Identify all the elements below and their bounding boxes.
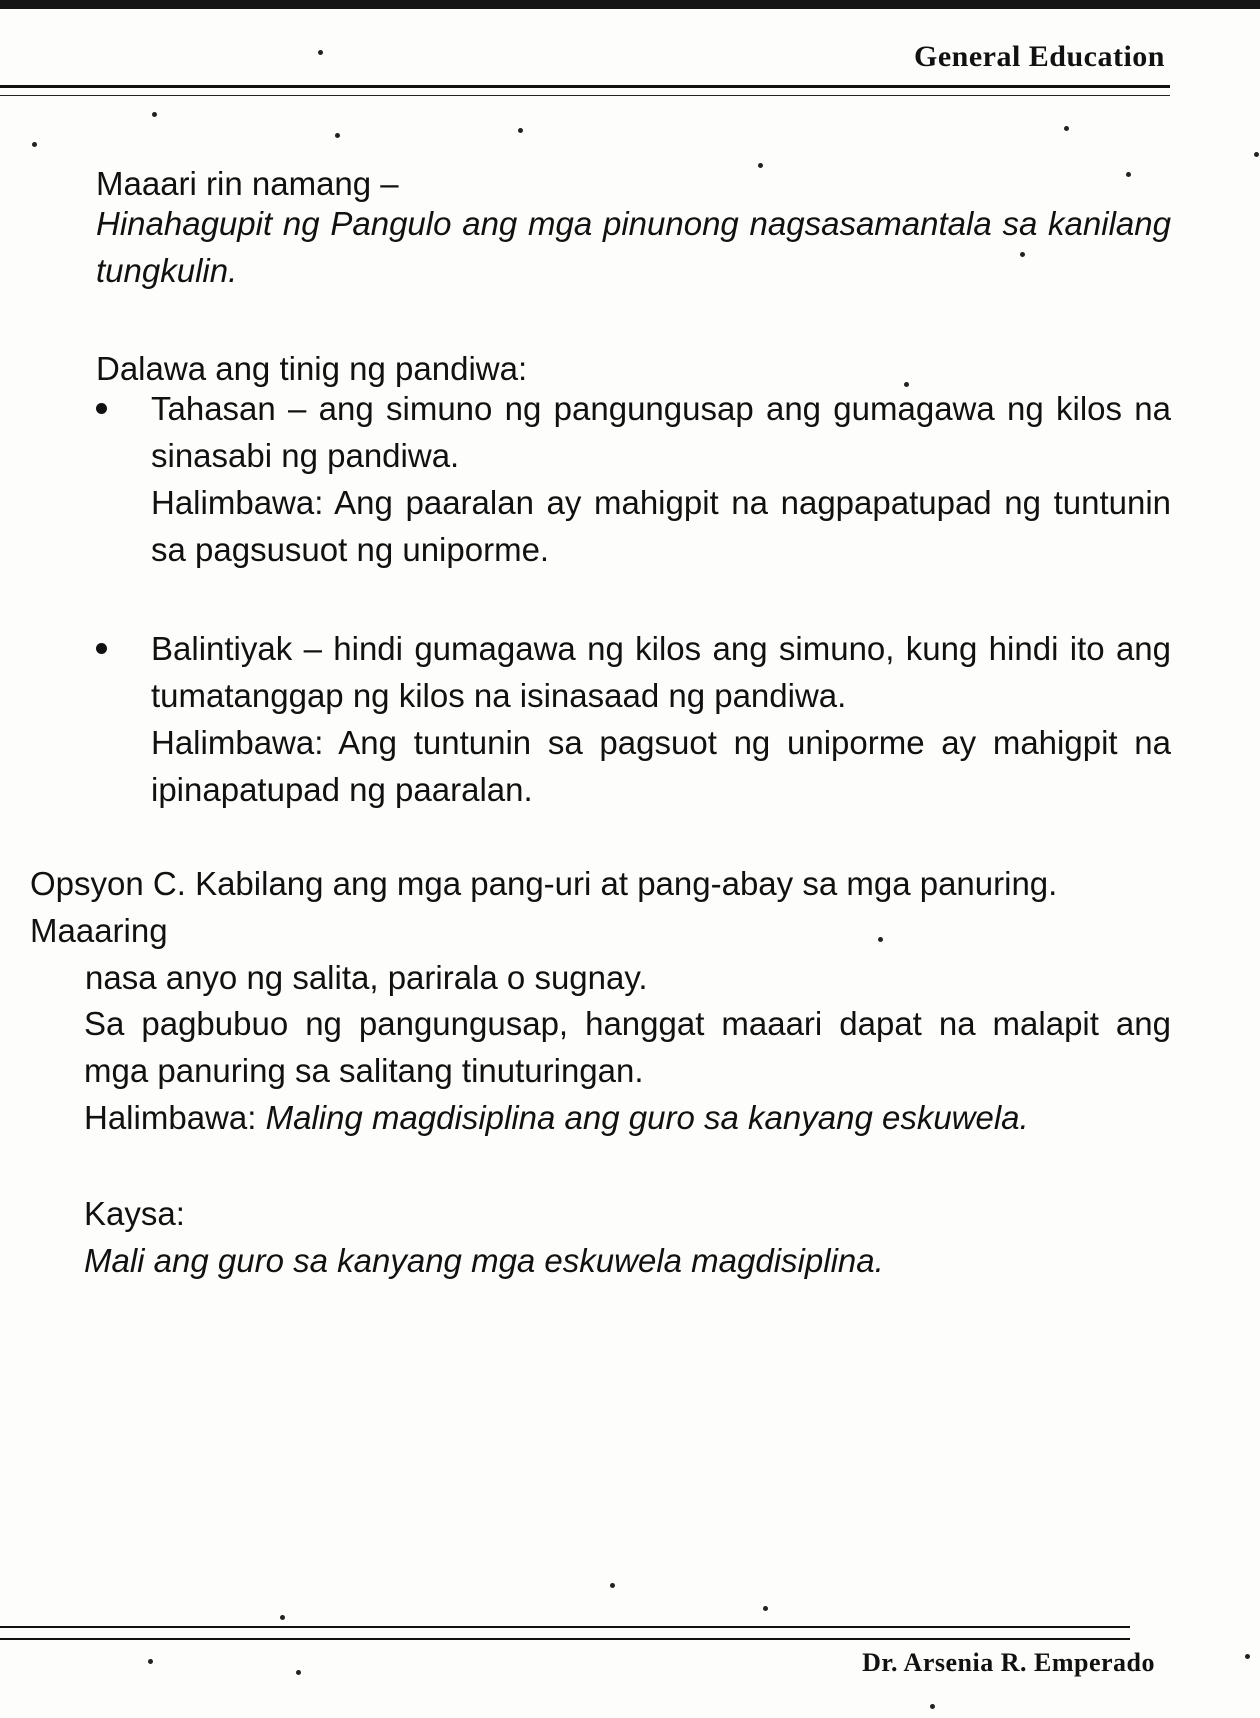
scan-speck <box>318 50 323 55</box>
bullet-icon <box>96 643 107 654</box>
kaysa-label: Kaysa: <box>84 1195 185 1232</box>
top-border <box>0 0 1260 9</box>
scan-speck <box>878 937 883 942</box>
intro-text: Maaari rin namang – <box>96 165 399 202</box>
tahasan-definition: Tahasan – ang simuno ng pangungusap ang gumagawa ng kilos na sinasabi ng pandiwa. <box>151 390 1171 474</box>
scan-speck <box>1245 1654 1250 1659</box>
scan-speck <box>930 1704 935 1709</box>
scan-speck <box>152 112 157 117</box>
scan-speck <box>610 1583 615 1588</box>
scan-speck <box>1254 152 1259 157</box>
balintiyak-definition: Balintiyak – hindi gumagawa ng kilos ang simuno, kung hindi ito ang tumatanggap ng kilos na isinasaad ng pandiwa. <box>151 630 1171 714</box>
example-sentence: Maling magdisiplina ang guro sa kanyang eskuwela. <box>265 1099 1029 1136</box>
scan-speck <box>758 163 763 168</box>
option-c <box>30 860 1171 1001</box>
scan-speck <box>1020 252 1025 257</box>
scan-speck <box>335 133 340 138</box>
voices-heading: Dalawa ang tinig ng pandiwa: <box>96 350 528 387</box>
scan-speck <box>763 1606 768 1611</box>
footer-rule <box>0 1626 1130 1628</box>
intro-example: Hinahagupit ng Pangulo ang mga pinunong nagsasamantala sa kanilang tungkulin. <box>96 205 1171 289</box>
page-header-title: General Education <box>913 40 1165 73</box>
scan-speck <box>32 142 37 147</box>
kaysa-sentence: Mali ang guro sa kanyang mga eskuwela magdisiplina. <box>84 1242 884 1279</box>
tahasan-example: Halimbawa: Ang paaralan ay mahigpit na nagpapatupad ng tuntunin sa pagsusuot ng uniporme. <box>151 484 1171 568</box>
footer-rule-thin <box>0 1638 1130 1640</box>
example-label: Halimbawa: <box>84 1099 257 1136</box>
scan-speck <box>296 1670 301 1675</box>
scan-speck <box>1064 126 1069 131</box>
header-rule-thin <box>0 95 1170 96</box>
scan-speck <box>280 1615 285 1620</box>
option-c-continuation: nasa anyo ng salita, parirala o sugnay. <box>85 959 648 996</box>
scan-speck <box>148 1659 153 1664</box>
example-line <box>84 1094 1171 1141</box>
header-rule <box>0 85 1170 88</box>
footer-author: Dr. Arsenia R. Emperado <box>862 1648 1155 1677</box>
bullet-icon <box>96 403 107 414</box>
balintiyak-example: Halimbawa: Ang tuntunin sa pagsuot ng uniporme ay mahigpit na ipinapatupad ng paaralan. <box>151 724 1171 808</box>
scan-speck <box>1126 172 1131 177</box>
option-c-first-line: Opsyon C. Kabilang ang mga pang-uri at pang-abay sa mga panuring. Maaaring <box>30 865 1058 949</box>
panuring-paragraph: Sa pagbubuo ng pangungusap, hanggat maaari dapat na malapit ang mga panuring sa salitang tinuturingan. <box>84 1005 1171 1089</box>
scan-speck <box>518 128 523 133</box>
scan-speck <box>904 382 909 387</box>
